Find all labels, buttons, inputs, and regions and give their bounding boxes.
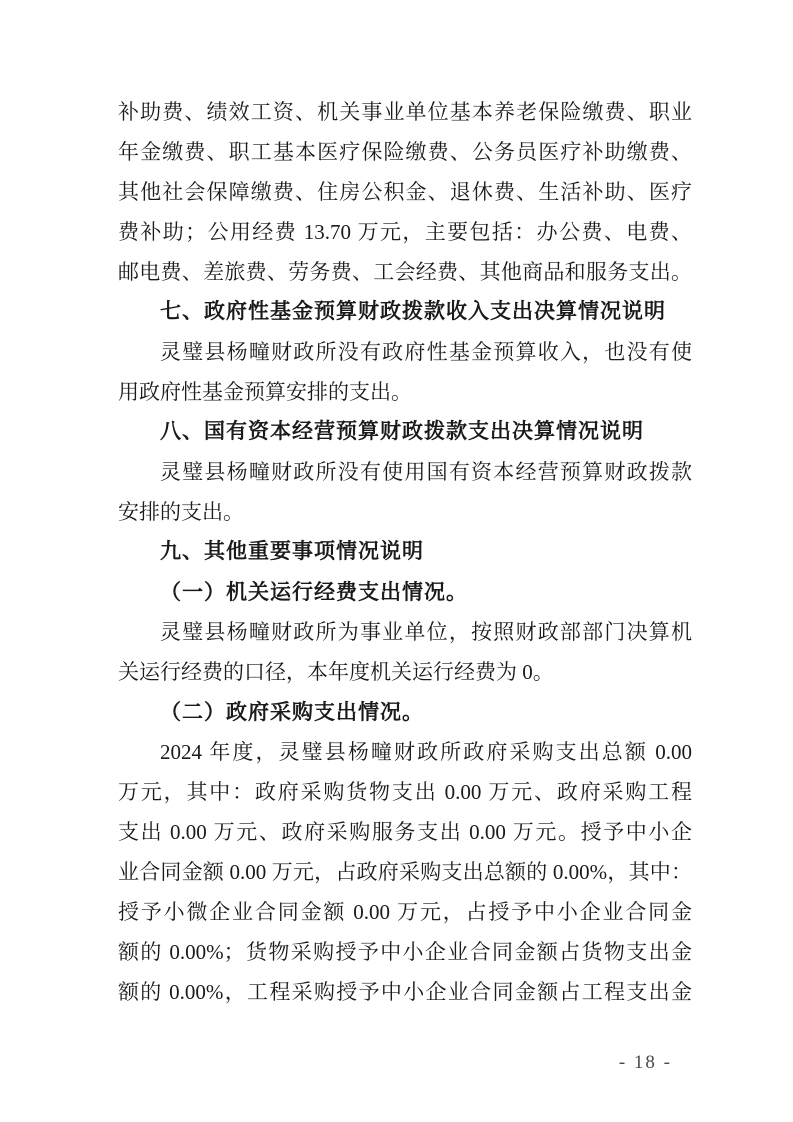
text-line: 费补助；公用经费 13.70 万元，主要包括：办公费、电费、 (118, 220, 692, 244)
paragraph-9-1 (118, 612, 692, 692)
text-line: 年金缴费、职工基本医疗保险缴费、公务员医疗补助缴费、 (118, 140, 692, 164)
paragraph-section-7 (118, 332, 692, 412)
text-line: 2024 年度，灵璧县杨疃财政所政府采购支出总额 0.00 (160, 740, 692, 764)
text-line: 业合同金额 0.00 万元，占政府采购支出总额的 0.00%，其中： (118, 860, 692, 884)
document-body (118, 92, 692, 1012)
text-line: 授予小微企业合同金额 0.00 万元，占授予中小企业合同金 (118, 900, 692, 924)
text-line: 灵璧县杨疃财政所为事业单位，按照财政部部门决算机 (160, 620, 692, 644)
heading-line: 九、其他重要事项情况说明 (160, 540, 424, 563)
text-line: 支出 0.00 万元、政府采购服务支出 0.00 万元。授予中小企 (118, 820, 692, 844)
section-heading-9 (118, 532, 692, 572)
text-line: 邮电费、差旅费、劳务费、工会经费、其他商品和服务支出。 (118, 260, 692, 284)
text-line: 万元，其中：政府采购货物支出 0.00 万元、政府采购工程 (118, 780, 692, 804)
subheading-line: （二）政府采购支出情况。 (160, 700, 424, 724)
text-line: 其他社会保障缴费、住房公积金、退休费、生活补助、医疗 (118, 180, 692, 204)
text-line: 灵璧县杨疃财政所没有政府性基金预算收入，也没有使 (160, 340, 692, 364)
heading-line: 七、政府性基金预算财政拨款收入支出决算情况说明 (160, 300, 666, 323)
subheading-line: （一）机关运行经费支出情况。 (160, 580, 468, 604)
subheading-9-1 (118, 572, 692, 612)
section-heading-7 (118, 292, 692, 332)
text-line: 额的 0.00%；货物采购授予中小企业合同金额占货物支出金 (118, 940, 692, 964)
paragraph-section-8 (118, 452, 692, 532)
text-line: 用政府性基金预算安排的支出。 (118, 380, 412, 404)
section-heading-8 (118, 412, 692, 452)
heading-line: 八、国有资本经营预算财政拨款支出决算情况说明 (160, 420, 644, 443)
text-line: 额的 0.00%，工程采购授予中小企业合同金额占工程支出金 (118, 980, 692, 1004)
text-line: 安排的支出。 (118, 500, 244, 524)
text-line: 灵璧县杨疃财政所没有使用国有资本经营预算财政拨款 (160, 460, 692, 484)
text-line: 补助费、绩效工资、机关事业单位基本养老保险缴费、职业 (118, 100, 692, 124)
paragraph-9-2 (118, 732, 692, 1012)
subheading-9-2 (118, 692, 692, 732)
text-line: 关运行经费的口径，本年度机关运行经费为 0。 (118, 660, 554, 684)
paragraph-expense-categories (118, 92, 692, 292)
page-number: - 18 - (618, 1052, 672, 1073)
